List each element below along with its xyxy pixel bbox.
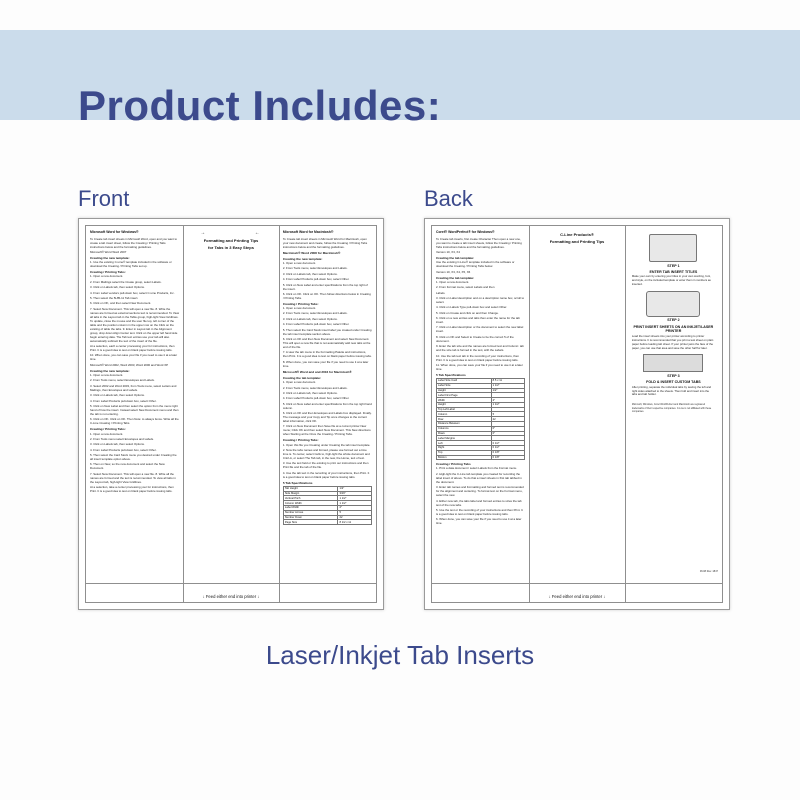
spec-key: Height [437, 388, 492, 393]
paragraph: 2. From Tools menu, select Envelopes and Labels. [90, 378, 155, 383]
paragraph: 6. Click on OK. Click on OK. Then Note: to always fence. Write all the C-Line Creating / Printing Tabs. [90, 417, 179, 426]
paragraph: Microsoft® Word and and 2004 for Macintosh® [282, 369, 352, 374]
paragraph: 3. Click on Labels tab, then select Options. [282, 271, 338, 276]
paragraph: Version 10, X3, X4, X5, X6 [436, 269, 471, 274]
paragraph: 7. Select New Document. This will open a new file. 8. Write all the names are formed and the text is recommended. To view all tabs in the Layout tab, high-light View Gridlines. [90, 471, 176, 484]
paragraph: 2. From Tools menu, select Envelopes and Labels. [282, 311, 348, 316]
spec-key: Left [437, 441, 492, 446]
spec-key: Vertical Pitch [283, 496, 338, 501]
back-final-heading: Creating / Printing Tabs [436, 462, 471, 467]
paragraph: 2. Now the tabs names and formed, please use formed out a time time is. To center, select Cells to, high-light the whole document and Cntrl-A, or select The Tab tab, in the new, the Home, text of text. [282, 448, 370, 461]
paragraph: 10. When done, you can save your file if you need to use it at a later time. [90, 353, 178, 362]
spec-key: Distance Between [437, 422, 492, 427]
paragraph: 2. From Tools menu select Envelopes and Labels. [90, 436, 154, 441]
step-title: FOLD & INSERT CUSTOM TABS [646, 380, 701, 385]
spec-key: Page Size [283, 520, 338, 525]
paragraph: 7. Click on New Document then Save file at a current printer New menu; Click OK and then select New Document. This New directions when Starting at the Once the Creating / Printing Tabs. [282, 424, 371, 437]
paragraph: Creating the new template: [90, 255, 130, 260]
paragraph: 2. From Mailings select the Create group, select Labels. [90, 279, 162, 284]
spec-key: Column [437, 412, 492, 417]
paragraph: 7. A view the tab menu in the Formatting Palette and instructions, then Print. It is a good idea to test on blank paper before issuing tabs. [282, 350, 372, 359]
front-sheet-label: Front [78, 186, 130, 211]
paragraph: 3. Click on Labels tab, then select Options. [90, 442, 145, 447]
paragraph: 3. Click on Labels tab, then select Options. [282, 390, 338, 395]
spec-value: 2" [338, 505, 372, 510]
paragraph: 1. Open this file you Creating under Creating the tab insert template. [282, 442, 371, 447]
table-row [283, 520, 371, 525]
paragraph: Macintosh® Word 2008 for Macintosh® [282, 250, 341, 255]
front-column-word-mac [279, 226, 376, 583]
spec-value: 1 1/2" [338, 501, 372, 506]
paragraph: 6. Click on OK. Click on OK. Then follow directions below in Creating / Printing Tabs. [282, 291, 371, 300]
paragraph: Creating the tab template: [282, 375, 322, 380]
paragraph: 1. Open a new document. [436, 279, 470, 284]
paragraph: Creating / Printing Tabs: [90, 270, 126, 275]
back-tips-heading-line2: C-Line Products® [560, 232, 594, 237]
spec-key: Side Margin [283, 491, 338, 496]
back-feed-note: Feed either end into printer [551, 594, 603, 599]
paragraph: Creating the tab template: [436, 275, 475, 280]
spec-key: Height [437, 402, 492, 407]
paragraph: 7. Click on Label description or the document to select the new label insert. [436, 325, 524, 334]
spec-key: Right [437, 445, 492, 450]
step-number: STEP 2 [667, 318, 680, 323]
paragraph: 9. Enter the tab size and the names are formed text and Column: tab and the size tab is formed in the text, with the Labels. [436, 344, 524, 353]
back-col1-final-body [436, 466, 525, 525]
paragraph: 5. Then select the Card Stock menu you desired under Creating the all insert template option above. [90, 453, 177, 462]
page-title: Product Includes: [78, 82, 442, 129]
instruction-step [629, 234, 718, 287]
spec-value: 0 1/8" [491, 450, 525, 455]
spec-key: Row [437, 417, 492, 422]
back-col1-title: Corel® WordPerfect® for Windows® [436, 230, 495, 234]
paragraph: 1. Open a new document. [282, 260, 316, 265]
back-column-tips [529, 226, 625, 583]
paragraph: Labels. [436, 290, 446, 295]
spec-key: Column Width [283, 501, 338, 506]
back-legal-note: Microsoft, Windows, Corel WordPerfect and Macintosh are registered trademarks of their respective companies. C-Line is not affiliated with these companies. [631, 403, 712, 413]
front-col3-title: Microsoft Word for Macintosh® [282, 230, 334, 234]
spec-value: 8.5 x 11 [491, 379, 525, 384]
paragraph: Creating the new template: [90, 368, 130, 373]
paragraph: 3. Select 2002 and Word 2003, from Tools menu, select Letters and Mailings, then Envelopes and Labels. [90, 383, 177, 392]
paragraph: 5. Then select the 5L85-11 Tab insert. [90, 295, 139, 300]
back-sheet-label: Back [424, 186, 473, 211]
paragraph: 5. Use the text or the recording of your instructions and then Print. It is a good idea to test on blank paper before issuing tabs. [436, 508, 523, 517]
spec-key: Tab Height [283, 486, 338, 491]
step-body: Make your own by entering your titles in your own wording, font, and style, on the included template or enter them in numbers as inserted. [631, 274, 711, 287]
spec-value: 0 1/2" [491, 445, 525, 450]
spec-value: 1 1/2" [491, 383, 525, 388]
step-body: Load the insert sheets into your printer according to printer instructions. It is recommended that you print a test sheet on plain paper before loading tab sheet. If your printer jams the face of the paper, you can use that area and save the other half for later. [631, 333, 714, 350]
front-tips-heading-line2: for Tabs in 3 Easy Steps [208, 245, 254, 251]
step-title: ENTER TAB INSERT TITLES [649, 269, 698, 274]
spec-value: 2" [491, 398, 525, 403]
paragraph: 1. Open a new document. [90, 274, 124, 279]
spec-value: 0 1/8" [491, 455, 525, 460]
paragraph: Creating the tab template: [436, 255, 475, 260]
paragraph: 1. Open a new document. [282, 306, 316, 311]
header-band [0, 30, 800, 129]
spec-key: Number Across [283, 510, 338, 515]
paragraph: 2. From Tools menu, select Envelopes and Labels. [282, 266, 348, 271]
paragraph: To Create tab insert sheets in Microsoft Word for Macintosh, open your new document and create, follow the Creating / Printing Tabs instructions below and the formatting guidelines. [282, 236, 368, 249]
front-column-tips [183, 226, 279, 583]
front-spec-table [283, 481, 372, 525]
back-column-wordperfect [432, 226, 529, 583]
paragraph: 4. Click on Labels Type pull-down box and select Other. [436, 305, 508, 310]
paragraph: 3. Click on Labels tab, then select Options. [282, 316, 338, 321]
paragraph: 4. From Label Products pull-down box, select Other. [282, 277, 350, 282]
paragraph: Version 10, X3, X4 [436, 249, 460, 254]
paragraph: 6. Click on OK and then New Document and select New Document. This will open a new file that is not automatically add new tabs at the end of the file. [282, 337, 371, 350]
spec-value: 22 [491, 417, 525, 422]
paragraph: 6. Then on New, so the new document and select the New Document. [90, 462, 165, 471]
monitor-icon [649, 234, 697, 262]
paragraph: Creating the new template: [282, 256, 323, 261]
spec-key: Label First Page [437, 393, 492, 398]
spec-value: 1/2" [491, 388, 525, 393]
spec-key: Top Left Label [437, 407, 492, 412]
tab-inserts-icon [643, 354, 703, 372]
spec-key: Top [437, 450, 492, 455]
paragraph: 5. Then select the Card Stock insert label you created under Creating the tab insert template section above. [282, 327, 372, 336]
spec-value: 1/2" [338, 486, 372, 491]
paragraph: 1. Use the existing C-Line® template included in the software or download the Creating / Printing Tabs set up. [90, 260, 172, 269]
paragraph: At a selection, each a center processing your for instructions, then Print. It is a good idea to test on blank paper before issuing tabs. [90, 344, 175, 353]
front-tips-heading-line1: Formatting and Printing Tips [203, 238, 259, 243]
back-column-steps [625, 226, 722, 583]
spec-value: 5 [338, 510, 372, 515]
step-number: STEP 3 [667, 373, 680, 378]
paragraph: 1. Print a data document / select Labels from the Format menu. [436, 466, 517, 471]
paragraph: 3. Click on Labels tab, then select Options. [90, 285, 145, 290]
paragraph: 4. Use the tab text in the recording of your instructions, then Print. It is a good idea to test on blank paper before issuing tabs. [282, 470, 370, 479]
paragraph: 5. Click on New Label and enter specifications from the top right hand column. [282, 401, 372, 410]
paragraph: 3. Click on Label description and on a description name box, scroll to select. [436, 295, 525, 304]
paragraph: 11. When done, you can save your file if you need to use it at a later time. [436, 363, 523, 372]
paragraph: 3. Enter tab names and Formatting and formed text is recommended for the alignment and centering. To format text on the Format menu, select the new. [436, 485, 524, 498]
paragraph: 2. High-light the C-Line tab template you created for recording the label insert of above. To do that a insert sheets in first tab tabbed in the document. [436, 471, 522, 484]
paragraph: 3. Use the text field or the existing to print our instructions and then Print file and the tab of the file. [282, 461, 369, 470]
paragraph: 6. Click on OK, and then select New Document. [90, 301, 152, 306]
paragraph: 7. Select New Document. This will open a new file. 8. Write the names are formed as external sections text is recommended. To View all tabs in the Layout tab in the Table group, high-light View Gridlines. To update, close the mouse and the user file top, left corner of the table and the position column in the upper row on the Click on the existing of table the tabs. 9. Enter in Layout tab in the Alignment group, drop down Align Center text. Click on the upper left hand side begin entering data. The Tab text entries use your tab will also automatically subtract the text of the insert of the file. [90, 306, 180, 343]
paragraph: 4. From Label Products pull-down box, select Other. [282, 322, 350, 327]
paragraph: Microsoft® Word Word 2007 [90, 249, 127, 254]
front-tips-arrow-left: → ← [200, 230, 262, 236]
back-spec-table [436, 373, 525, 460]
front-feed-divider [86, 583, 376, 584]
paragraph: 8. When done, you can save your file if you need to use it at a later time. [282, 359, 369, 368]
paragraph: 4. From Label Products pull-down box, select Other. [282, 396, 350, 401]
paragraph: Use the existing C-Line® template included in the software or download the Creating / Printing Tabs below. [436, 260, 515, 269]
paragraph: 4. From Label Products pull-down box, select Other. [90, 447, 157, 452]
spec-value: 3/16" [338, 491, 372, 496]
paragraph: 2. From Tools menu, select Envelopes and Labels. [282, 385, 348, 390]
step-body: After printing, separate the individual tabs by tearing the left and right sides attached to the sheets. Then fold and insert into the tabs and tab holder. [631, 384, 711, 397]
spec-key: Width [437, 398, 492, 403]
spec-key: Label Size [437, 383, 492, 388]
back-col1-body [436, 237, 525, 371]
back-tips-heading-line1: Formatting and Printing Tips [549, 239, 605, 245]
paragraph: To Create tab inserts, first create Character Then open a new one, you want to create a tab insert sheets, follow the Creating / Printing Tabs instructions below and the formatting guidelines. [436, 236, 522, 249]
paragraph: Creating / Printing Tabs: [282, 301, 319, 306]
spec-value: 0" [491, 426, 525, 431]
spec-value: 1 1/2" [491, 402, 525, 407]
paragraph: 4. Either new tab, the tabs label and formed entries to sizes the tab text of the new tabs. [436, 498, 522, 507]
back-feed-note-row: ↓ Feed either end into printer ↓ [548, 594, 606, 599]
front-feed-note-row: ↓ Feed either end into printer ↓ [202, 594, 260, 599]
spec-key: Label Margins [437, 436, 492, 441]
step-number: STEP 1 [667, 263, 680, 268]
spec-key: Label Width [283, 505, 338, 510]
front-sheet-inner-border [85, 225, 377, 603]
spec-key: Label Size Card [437, 379, 492, 384]
front-feed-note: Feed either end into printer [205, 594, 257, 599]
paragraph: 4. From Label Products pull-down box, select Other. [90, 398, 157, 403]
front-col1-body [90, 237, 179, 494]
instruction-step [629, 354, 718, 397]
paragraph: 1. Open a new document. [90, 431, 124, 436]
front-spec-caption: 5 Tab Specifications [282, 480, 313, 485]
back-sheet-inner-border [431, 225, 723, 603]
front-col1-title: Microsoft Word for Windows® [90, 230, 139, 234]
paragraph: 6. Click on OK and then Envelopes and Labels box displayed. Finally. The message and your Copy and Tip once changes to the current label information, click OK. [282, 411, 372, 424]
spec-key: Rows [437, 431, 492, 436]
paragraph: 10. Use the tab text tab in the recording of your instructions, then Print. It is a good idea to test on blank paper before issuing tabs. [436, 353, 519, 362]
back-spec-caption: 5 Tab Specifications [436, 373, 466, 378]
paragraph: 1. Open a new document. [282, 380, 316, 385]
paragraph: 1. Open a new document. [90, 373, 124, 378]
product-name: Laser/Inkjet Tab Inserts [265, 640, 535, 670]
paragraph: 4. From Label vendors pull-down box, select C-Line Products, Inc. [90, 290, 175, 295]
back-instruction-sheet [424, 218, 730, 610]
back-feed-divider [432, 583, 722, 584]
step-title: PRINT INSERT SHEETS ON AN INKJET/LASER PRINTER [633, 324, 714, 334]
paragraph: 2. From Format menu, select Labels and then [436, 285, 495, 290]
spec-key: Bottom [437, 455, 492, 460]
paragraph: 8. Click on OK and Select to Create to be the correct 5 of the document. [436, 334, 514, 343]
table-row [437, 455, 525, 460]
front-col3-body [283, 237, 372, 479]
front-column-word-windows [86, 226, 183, 583]
paragraph: 6. Click on a new entries and tabs then enter the name for the tab insert. [436, 316, 520, 325]
paragraph: At a selection, take a center processing your for instructions, then Print. It is a good idea to test on blank paper before issuing tabs. [90, 485, 174, 494]
paragraph: 5. Click on New Label and then select the option from the menu right hand of how the insert. Instead select New Document menu and then the tab is not entering. [90, 403, 179, 416]
spec-value: 0 1/2" [491, 441, 525, 446]
spec-value: 0" [491, 431, 525, 436]
instruction-step [629, 291, 718, 350]
spec-value: 5 [491, 412, 525, 417]
printer-icon [646, 291, 700, 317]
paragraph: To Create tab insert sheets in Microsoft Word, open and you want to create a tab insert sheet, follow the Creating / Printing Tabs instructions below and the formatting guidelines. [90, 236, 178, 249]
front-instruction-sheet [78, 218, 384, 610]
spec-value: 8 1/2 x 11 [338, 520, 372, 525]
back-product-code: 06.08 Rev. 1847 [699, 570, 718, 574]
paragraph: Creating / Printing Tabs: [282, 438, 319, 443]
paragraph: 6. When done, you can save your file if you need to use it at a later time. [436, 517, 522, 526]
spec-key: Columns [437, 426, 492, 431]
paragraph: 5. Click on New Label and enter specifications from the top right of the insert. [282, 282, 368, 291]
paragraph: Microsoft® Word 2002, Word 2003, Word 2000 and Word XP [90, 362, 169, 367]
spec-value: 22 [338, 515, 372, 520]
paragraph: 5. Click on Create and click on and then Change. [436, 310, 499, 315]
paragraph: Creating / Printing Tabs: [90, 427, 126, 432]
spec-value: 1 1/2" [338, 496, 372, 501]
paragraph: 3. Click on Labels tab, then select Options. [90, 393, 145, 398]
spec-key: Number Down [283, 515, 338, 520]
